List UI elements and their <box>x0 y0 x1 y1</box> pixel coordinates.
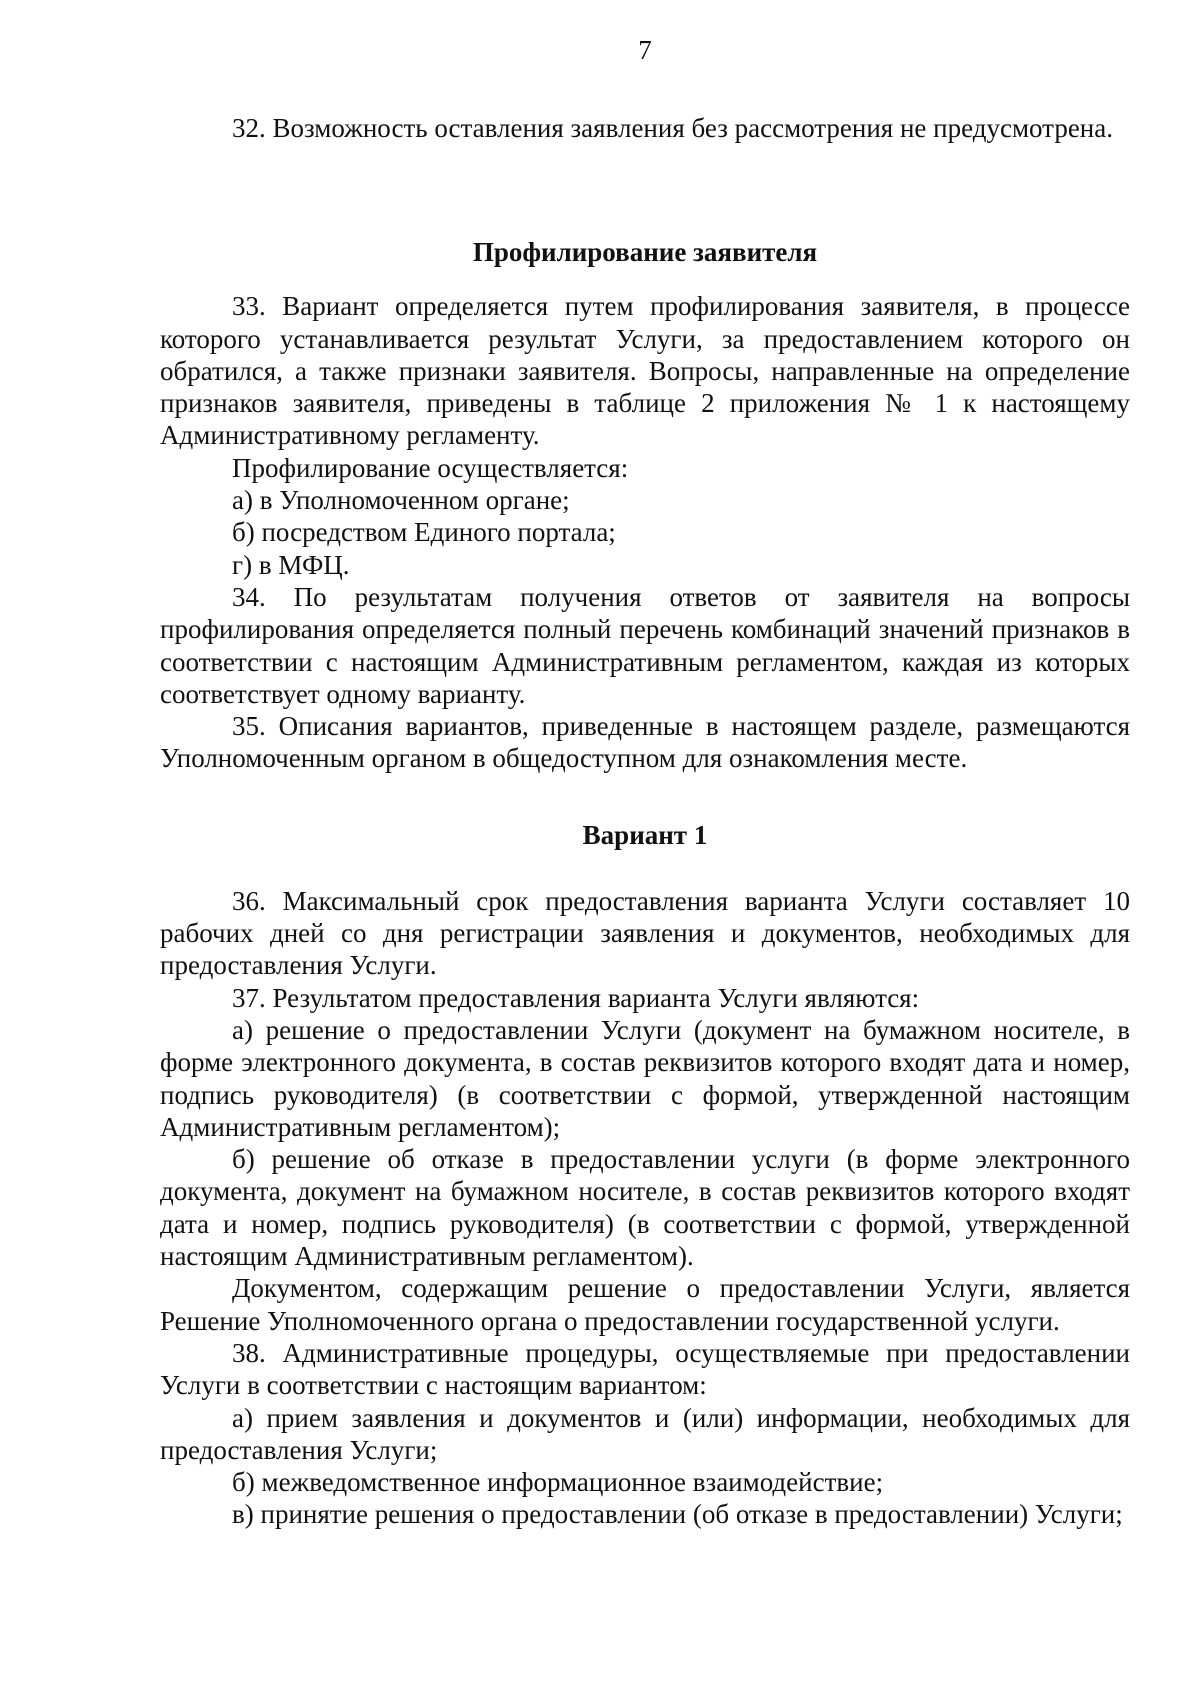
paragraph-32: 32. Возможность оставления заявления без рассмотрения не предусмотрена. <box>232 113 1113 143</box>
paragraph-33: 33. Вариант определяется путем профилирования заявителя, в процессе которого устанавливается результат Услуги, за предоставлением которого он обратился, а также признаки заявителя. Вопросы, направленные на определение признаков заявителя, приведены в таблице 2 приложения № 1 к настоящему Административному регламенту. <box>160 291 1130 451</box>
document-body <box>160 112 1130 1531</box>
procedure-item-b: б) межведомственное информационное взаимодействие; <box>232 1467 884 1498</box>
paragraph-profiling-intro: Профилирование осуществляется: <box>232 452 629 483</box>
section-heading-variant-1: Вариант 1 <box>582 819 708 850</box>
paragraph-38: 38. Административные процедуры, осуществляемые при предоставлении Услуги в соответствии с настоящим вариантом: <box>160 1337 1130 1401</box>
paragraph-37: 37. Результатом предоставления варианта Услуги являются: <box>232 982 920 1013</box>
procedure-item-a: а) прием заявления и документов и (или) информации, необходимых для предоставления Услуги; <box>160 1402 1130 1465</box>
page-number: 7 <box>638 35 652 65</box>
procedure-item-v: в) принятие решения о предоставлении (об отказе в предоставлении) Услуги; <box>232 1499 1123 1530</box>
section-heading-profile: Профилирование заявителя <box>472 237 818 268</box>
result-item-a: а) решение о предоставлении Услуги (документ на бумажном носителе, в форме электронного документа, в состав реквизитов которого входят дата и номер, подпись руководителя) (в соответствии с формой, утвержденной настоящим Административным регламентом); <box>160 1014 1130 1142</box>
list-item-g: г) в МФЦ. <box>232 549 350 580</box>
list-item-b: б) посредством Единого портала; <box>232 517 616 548</box>
result-item-b: б) решение об отказе в предоставлении услуги (в форме электронного документа, документ на бумажном носителе, в состав реквизитов которого входят дата и номер, подпись руководителя) (в соответствии с формой, утвержденной настоящим Административным регламентом). <box>160 1144 1130 1272</box>
list-item-a: а) в Уполномоченном органе; <box>232 485 570 516</box>
paragraph-35: 35. Описания вариантов, приведенные в настоящем разделе, размещаются Уполномоченным органом в общедоступном для ознакомления месте. <box>160 711 1130 774</box>
paragraph-36: 36. Максимальный срок предоставления варианта Услуги составляет 10 рабочих дней со дня регистрации заявления и документов, необходимых для предоставления Услуги. <box>160 885 1130 981</box>
paragraph-34: 34. По результатам получения ответов от заявителя на вопросы профилирования определяется полный перечень комбинаций значений признаков в соответствии с настоящим Административным регламентом, каждая из которых соответствует одному варианту. <box>160 581 1130 709</box>
paragraph-decision-document: Документом, содержащим решение о предоставлении Услуги, является Решение Уполномоченного органа о предоставлении государственной услуги. <box>160 1273 1130 1336</box>
